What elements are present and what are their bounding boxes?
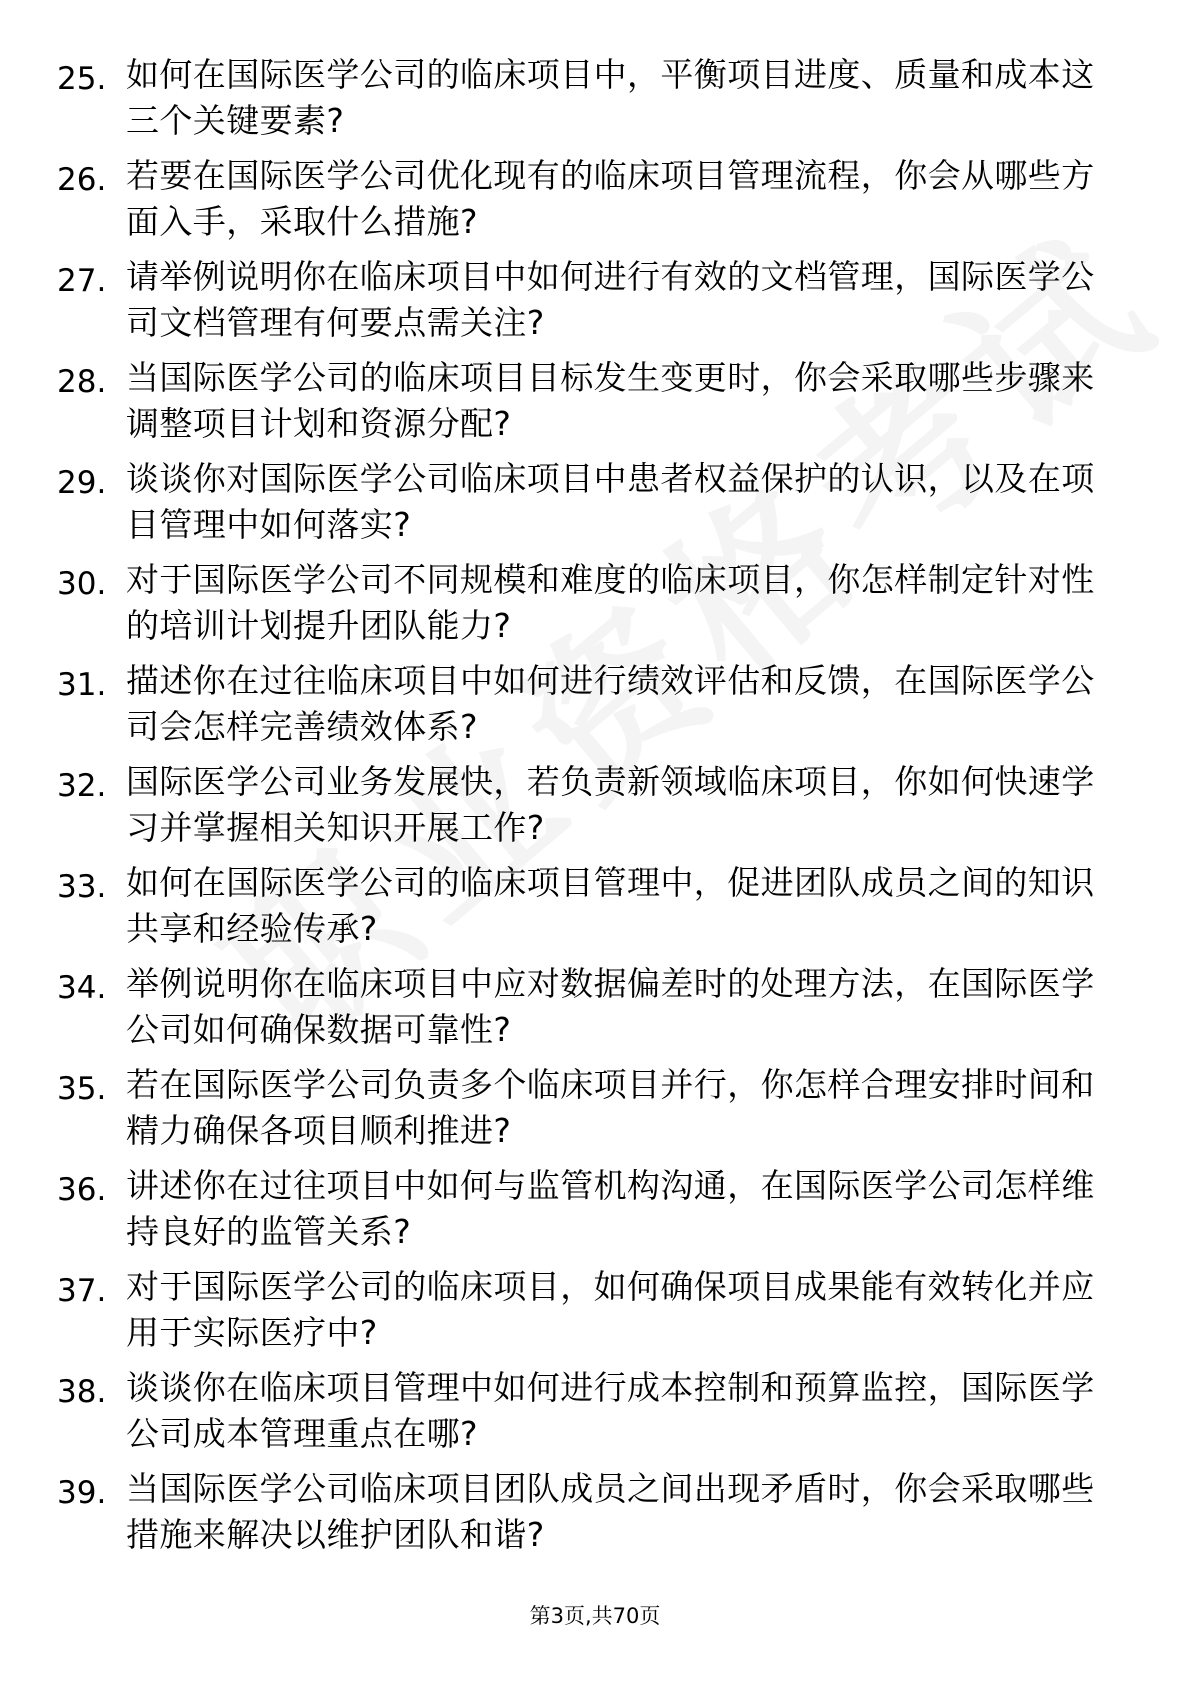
question-number: 38.	[57, 1374, 107, 1410]
question-text: 对于国际医学公司不同规模和难度的临床项目，你怎样制定针对性的培训计划提升团队能力?	[126, 560, 1095, 645]
question-item	[0, 961, 1190, 1062]
question-number: 35.	[57, 1071, 107, 1107]
question-number: 26.	[57, 162, 107, 198]
question-text: 如何在国际医学公司的临床项目中，平衡项目进度、质量和成本这三个关键要素?	[126, 55, 1095, 140]
question-item	[0, 52, 1190, 153]
question-text: 当国际医学公司的临床项目目标发生变更时，你会采取哪些步骤来调整项目计划和资源分配?	[126, 358, 1095, 443]
question-item	[0, 860, 1190, 961]
page-footer	[0, 1600, 1190, 1630]
question-number: 27.	[57, 263, 107, 299]
question-text: 当国际医学公司临床项目团队成员之间出现矛盾时，你会采取哪些措施来解决以维护团队和谐?	[126, 1469, 1095, 1554]
question-list	[0, 52, 1190, 1567]
question-number: 39.	[57, 1475, 107, 1511]
question-item	[0, 759, 1190, 860]
question-text: 国际医学公司业务发展快，若负责新领域临床项目，你如何快速学习并掌握相关知识开展工作?	[126, 762, 1095, 847]
question-number: 32.	[57, 768, 107, 804]
page-number: 第3页,共70页	[529, 1604, 661, 1628]
question-number: 25.	[57, 61, 107, 97]
question-item	[0, 1264, 1190, 1365]
question-number: 37.	[57, 1273, 107, 1309]
question-text: 讲述你在过往项目中如何与监管机构沟通，在国际医学公司怎样维持良好的监管关系?	[126, 1166, 1095, 1251]
question-text: 如何在国际医学公司的临床项目管理中，促进团队成员之间的知识共享和经验传承?	[126, 863, 1095, 948]
question-number: 28.	[57, 364, 107, 400]
question-text: 描述你在过往临床项目中如何进行绩效评估和反馈，在国际医学公司会怎样完善绩效体系?	[126, 661, 1095, 746]
question-text: 对于国际医学公司的临床项目，如何确保项目成果能有效转化并应用于实际医疗中?	[126, 1267, 1095, 1352]
question-item	[0, 254, 1190, 355]
question-item	[0, 1062, 1190, 1163]
question-item	[0, 1163, 1190, 1264]
question-item	[0, 153, 1190, 254]
question-item	[0, 355, 1190, 456]
question-text: 举例说明你在临床项目中应对数据偏差时的处理方法，在国际医学公司如何确保数据可靠性?	[126, 964, 1095, 1049]
question-number: 36.	[57, 1172, 107, 1208]
question-number: 34.	[57, 970, 107, 1006]
question-text: 请举例说明你在临床项目中如何进行有效的文档管理，国际医学公司文档管理有何要点需关注?	[126, 257, 1095, 342]
question-text: 若要在国际医学公司优化现有的临床项目管理流程，你会从哪些方面入手，采取什么措施?	[126, 156, 1095, 241]
question-item	[0, 1466, 1190, 1567]
question-number: 31.	[57, 667, 107, 703]
question-text: 谈谈你在临床项目管理中如何进行成本控制和预算监控，国际医学公司成本管理重点在哪?	[126, 1368, 1095, 1453]
question-item	[0, 1365, 1190, 1466]
question-item	[0, 456, 1190, 557]
question-item	[0, 658, 1190, 759]
question-text: 若在国际医学公司负责多个临床项目并行，你怎样合理安排时间和精力确保各项目顺利推进?	[126, 1065, 1095, 1150]
question-item	[0, 557, 1190, 658]
question-number: 30.	[57, 566, 107, 602]
question-number: 29.	[57, 465, 107, 501]
question-number: 33.	[57, 869, 107, 905]
question-text: 谈谈你对国际医学公司临床项目中患者权益保护的认识，以及在项目管理中如何落实?	[126, 459, 1095, 544]
